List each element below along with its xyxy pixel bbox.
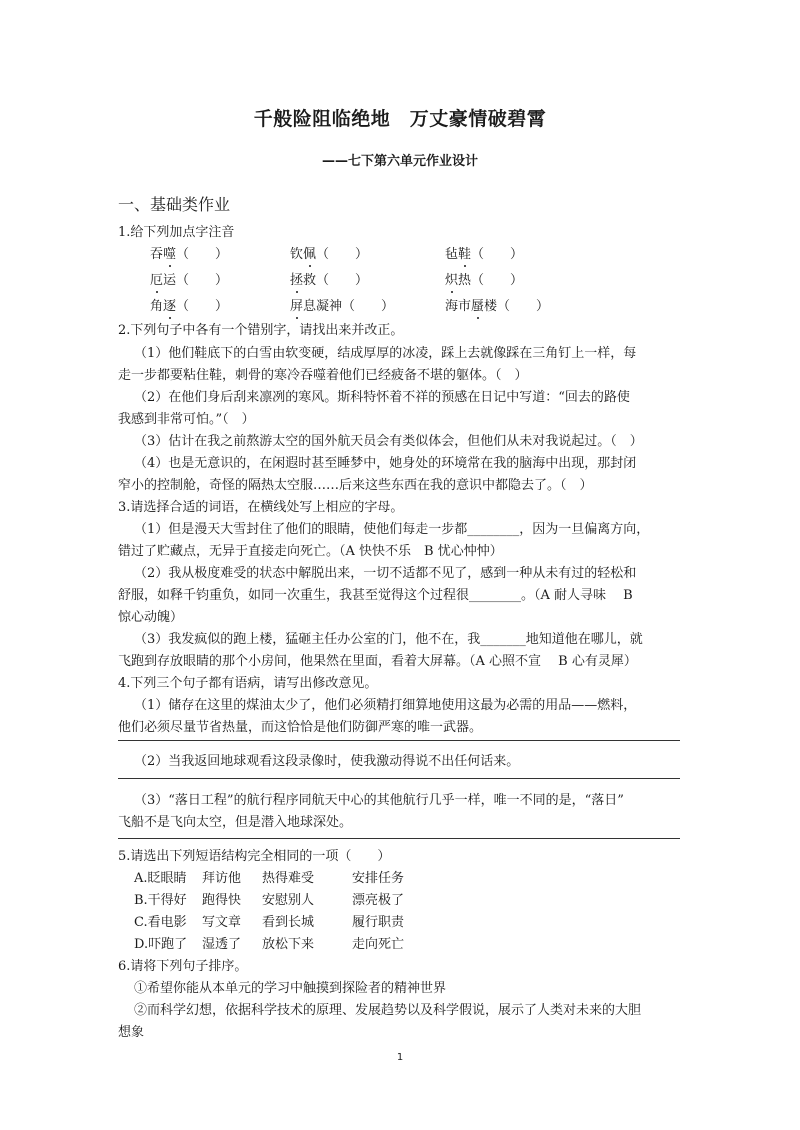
pinyin-item: 毡鞋（ ） — [445, 247, 524, 262]
dotted-char: 佩 — [303, 247, 317, 262]
section-heading: 一、基础类作业 — [118, 195, 231, 214]
answer-line — [118, 740, 680, 741]
question-text-line: （4）也是无意识的，在闲遐时甚至睡梦中，她身处的环境常在我的脑海中出现，那封闭 — [134, 456, 637, 471]
answer-line — [118, 778, 680, 779]
phrase-option: 湿透了 — [202, 937, 242, 952]
question-text-line: 舒服，如释千钧重负，如同一次重生，我甚至觉得这个过程很________。（A 耐人寻味 B — [118, 588, 633, 603]
pinyin-item: 拯救（ ） — [290, 273, 369, 288]
phrase-option: 安慰别人 — [262, 893, 315, 908]
question-text-line: （1）但是漫天大雪封住了他们的眼睛，使他们每走一步都________，因为一旦偏离方向， — [134, 522, 650, 537]
dotted-char: 蜃 — [471, 299, 485, 314]
phrase-option: 热得难受 — [262, 871, 315, 886]
question-text-line: 惊心动魄） — [118, 610, 184, 625]
phrase-option: A.眨眼睛 — [134, 871, 187, 886]
phrase-option: 漂亮极了 — [352, 893, 405, 908]
question-3-prompt: 3.请选择合适的词语，在横线处写上相应的字母。 — [118, 500, 404, 515]
phrase-option: 走向死亡 — [352, 937, 405, 952]
question-text-line: ①希望你能从本单元的学习中触摸到探险者的精神世界 — [134, 981, 447, 996]
question-5-prompt: 5.请选出下列短语结构完全相同的一项（ ） — [118, 849, 391, 864]
page-subtitle: ——七下第六单元作业设计 — [321, 154, 478, 169]
question-text-line: 错过了贮藏点，无异于直接走向死亡。（A 快快不乐 B 忧心忡忡） — [118, 544, 503, 559]
question-text-line: （1）储存在这里的煤油太少了，他们必须精打细算地使用这最为必需的用品——燃料， — [134, 698, 637, 713]
question-text-line: 飞船不是飞向太空，但是潜入地球深处。 — [118, 815, 353, 830]
question-text-line: （3）“落日工程”的航行程序同航天中心的其他航行几乎一样，唯一不同的是，“落日” — [134, 793, 624, 808]
dotted-char: 逐 — [163, 299, 177, 314]
question-text-line: （1）他们鞋底下的白雪由软变硬，结成厚厚的冰凌，踩上去就像踩在三角钉上一样，每 — [134, 346, 637, 361]
phrase-option: 安排任务 — [352, 871, 405, 886]
phrase-option: 拜访他 — [202, 871, 242, 886]
answer-line — [118, 838, 680, 839]
dotted-char: 厄 — [150, 273, 164, 288]
phrase-option: C.看电影 — [134, 915, 187, 930]
question-text-line: 飞跑到存放眼睛的那个小房间，他果然在里面，看着大屏幕。（A 心照不宣 B 心有灵犀） — [118, 654, 637, 669]
question-text-line: （3）我发疯似的跑上楼，猛砸主任办公室的门，他不在，我_______地知道他在哪儿，就 — [134, 632, 643, 647]
pinyin-item: 吞噬（ ） — [150, 247, 229, 262]
phrase-option: D.吓跑了 — [134, 937, 188, 952]
question-2-prompt: 2.下列句子中各有一个错别字，请找出来并改正。 — [118, 323, 404, 338]
question-text-line: （3）估计在我之前熬游太空的国外航天员会有类似体会，但他们从未对我说起过。（ ） — [134, 434, 643, 449]
phrase-option: 看到长城 — [262, 915, 315, 930]
pinyin-item: 屏息凝神（ ） — [290, 299, 395, 314]
question-4-prompt: 4.下列三个句子都有语病，请写出修改意见。 — [118, 676, 378, 691]
question-text-line: 他们必须尽量节省热量，而这恰恰是他们防御严寒的唯一武器。 — [118, 720, 483, 735]
question-text-line: （2）在他们身后刮来凛冽的寒风。斯科特怀着不祥的预感在日记中写道：“回去的路使 — [134, 390, 630, 405]
page-title: 千般险阻临绝地 万丈豪情破碧霄 — [253, 108, 547, 130]
phrase-option: 放松下来 — [262, 937, 315, 952]
question-1-prompt: 1.给下列加点字注音 — [118, 225, 235, 240]
question-text-line: 想象 — [118, 1025, 145, 1040]
phrase-option: 履行职责 — [352, 915, 405, 930]
phrase-option: B.干得好 — [134, 893, 187, 908]
question-text-line: 我感到非常可怕。”（ ） — [118, 412, 255, 427]
phrase-option: 写文章 — [202, 915, 242, 930]
pinyin-item: 海市蜃楼（ ） — [445, 299, 550, 314]
dotted-char: 屏 — [290, 299, 304, 314]
question-text-line: 窄小的控制舱，奇怪的隔热太空服……后来这些东西在我的意识中都隐去了。（ ） — [118, 478, 593, 493]
dotted-char: 噬 — [163, 247, 177, 262]
pinyin-item: 角逐（ ） — [150, 299, 229, 314]
pinyin-item: 钦佩（ ） — [290, 247, 369, 262]
question-text-line: （2）我从极度难受的状态中解脱出来，一切不适都不见了，感到一种从未有过的轻松和 — [134, 566, 637, 581]
question-text-line: （2）当我返回地球观看这段录像时，使我激动得说不出任何话来。 — [134, 754, 520, 769]
question-6-prompt: 6.请将下列句子排序。 — [118, 959, 248, 974]
page-number: 1 — [396, 1052, 404, 1063]
dotted-char: 拯 — [290, 273, 304, 288]
pinyin-item: 厄运（ ） — [150, 273, 229, 288]
dotted-char: 炽 — [445, 273, 459, 288]
question-text-line: ②而科学幻想，依据科学技术的原理、发展趋势以及科学假说，展示了人类对未来的大胆 — [134, 1003, 642, 1018]
dotted-char: 鞋 — [458, 247, 472, 262]
phrase-option: 跑得快 — [202, 893, 242, 908]
pinyin-item: 炽热（ ） — [445, 273, 524, 288]
question-text-line: 走一步都要粘住鞋，刺骨的寒冷吞噬着他们已经疲备不堪的躯体。（ ） — [118, 368, 528, 383]
